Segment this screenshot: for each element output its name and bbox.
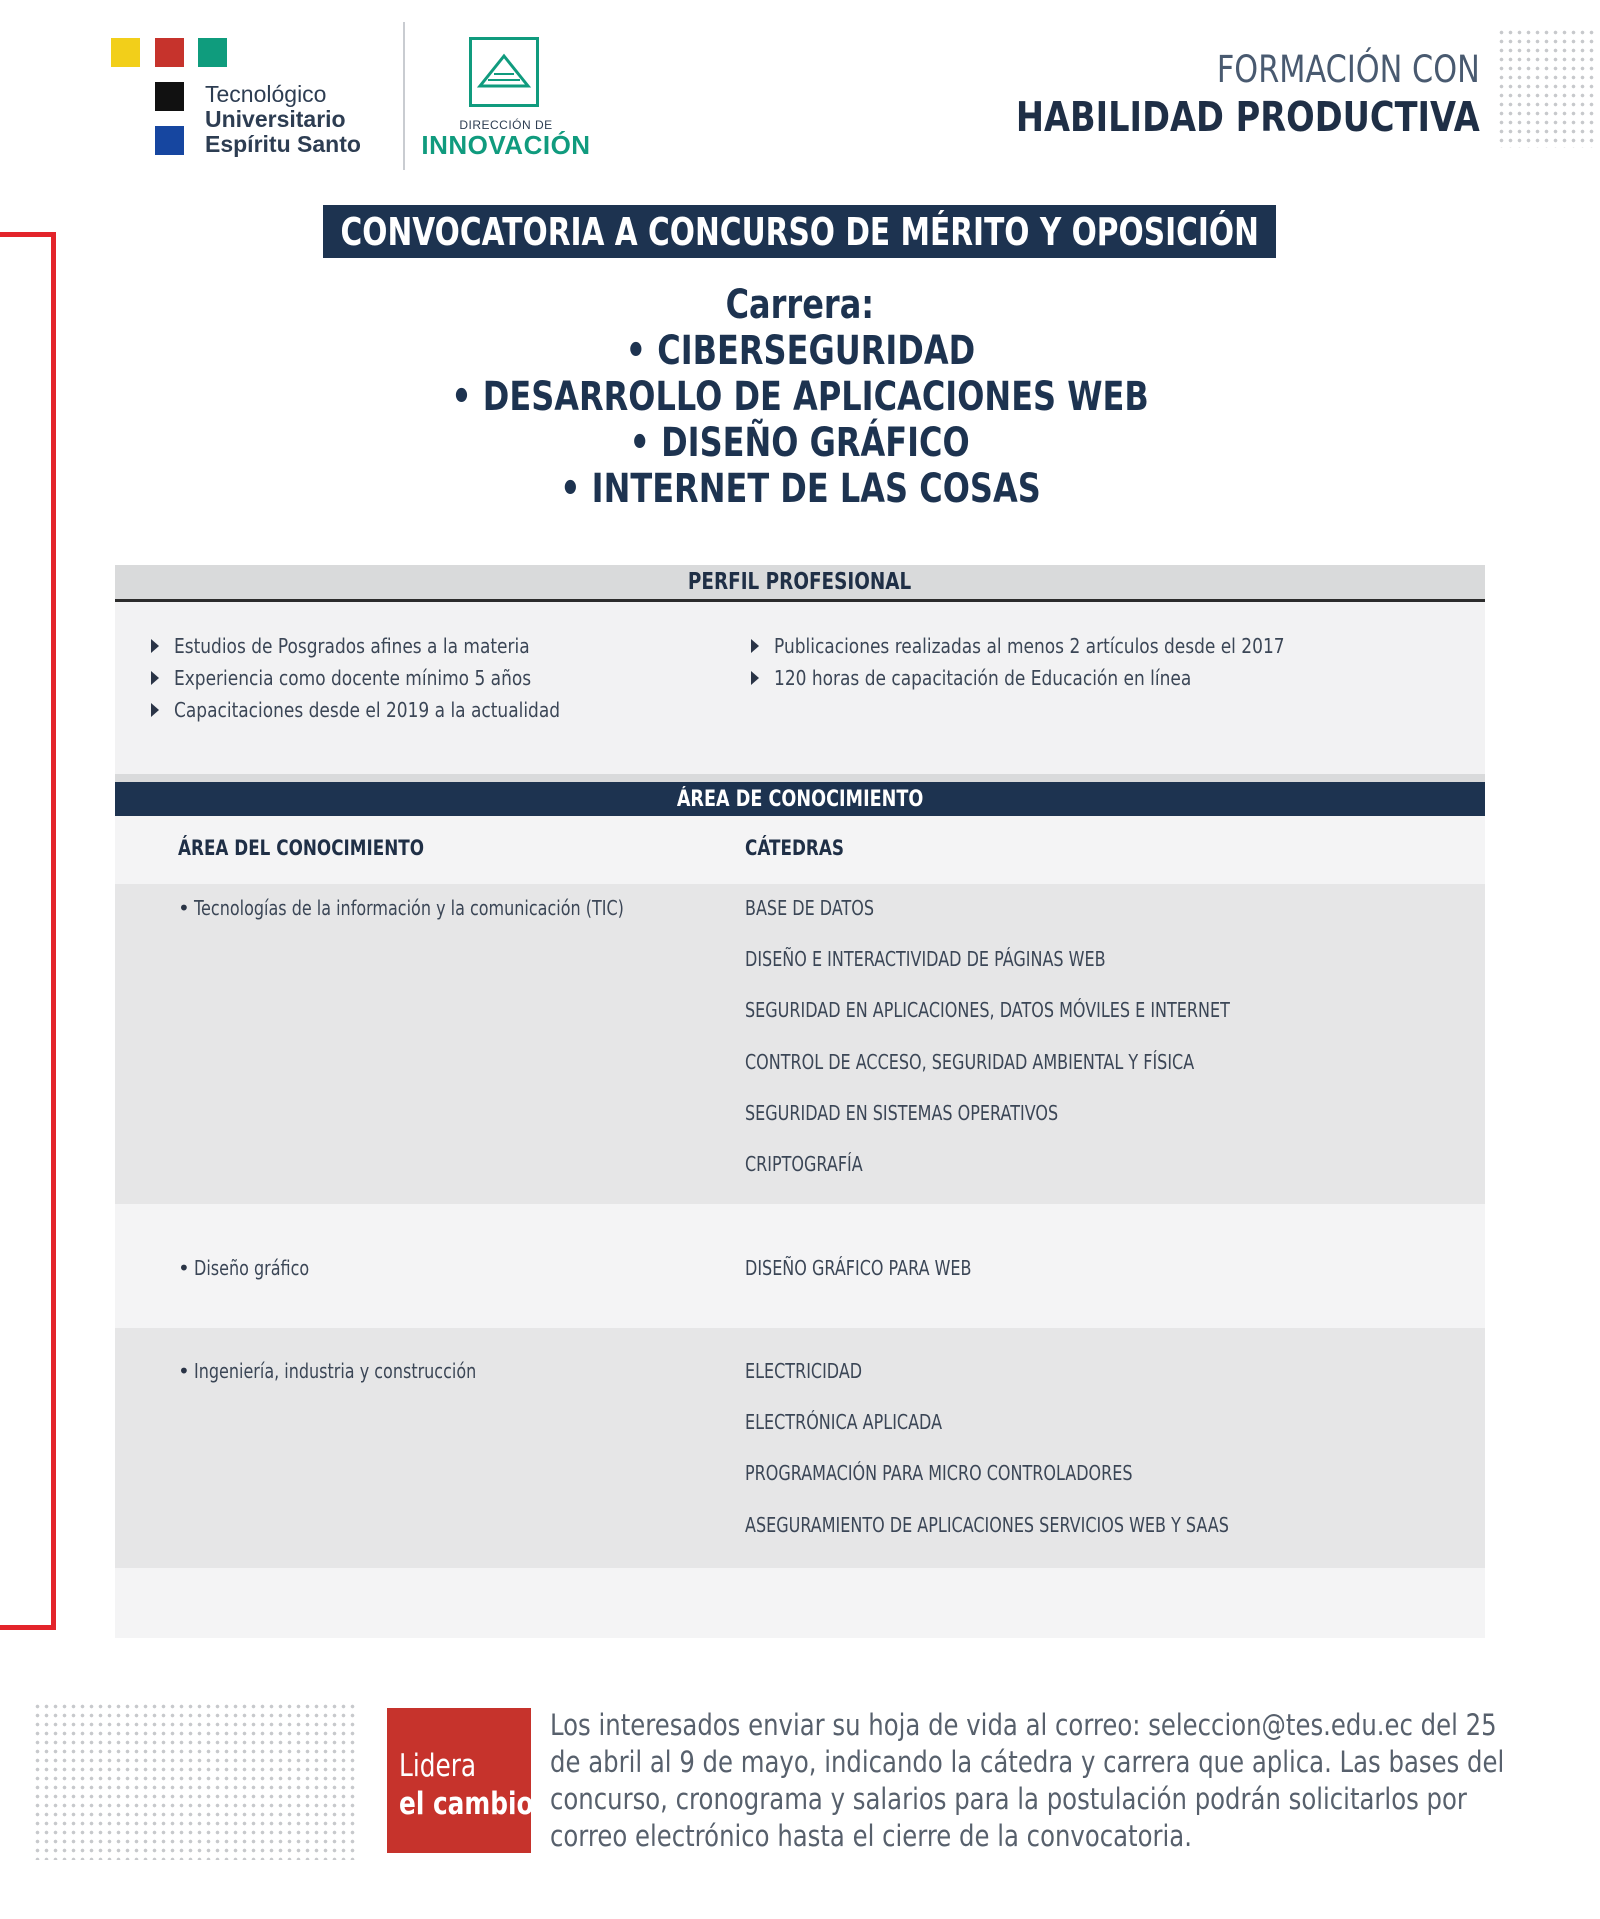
perfil-item: Publicaciones realizadas al menos 2 artículos desde el 2017 xyxy=(715,630,1375,662)
perfil-heading-text: PERFIL PROFESIONAL xyxy=(688,569,912,595)
tagline xyxy=(914,48,1480,141)
arrow-right-icon xyxy=(151,703,159,717)
carrera-item: • INTERNET DE LAS COSAS xyxy=(559,466,1041,512)
logo-square-black xyxy=(155,82,184,111)
catedra-item: DISEÑO GRÁFICO PARA WEB xyxy=(745,1256,972,1280)
catedra-item: CRIPTOGRAFÍA xyxy=(745,1152,863,1176)
carrera-item: • DESARROLLO DE APLICACIONES WEB xyxy=(451,374,1149,420)
column-header-catedras: CÁTEDRAS xyxy=(745,836,844,860)
arrow-right-icon xyxy=(751,639,759,653)
footer-line: correo electrónico hasta el cierre de la convocatoria. xyxy=(550,1819,1192,1853)
catedra-item: ELECTRÓNICA APLICADA xyxy=(745,1410,943,1434)
arrow-right-icon xyxy=(151,639,159,653)
dot-pattern-bottom xyxy=(33,1702,355,1860)
logo-square-blue xyxy=(155,126,184,155)
arrow-right-icon xyxy=(751,671,759,685)
institution-name xyxy=(205,82,361,157)
logo-square-red xyxy=(155,38,184,67)
innovation-small-label: DIRECCIÓN DE xyxy=(459,118,553,132)
perfil-item: 120 horas de capacitación de Educación en línea xyxy=(715,662,1375,694)
innovation-emblem-icon xyxy=(469,37,539,107)
badge-line-2: el cambio xyxy=(399,1786,534,1822)
logo-square-green xyxy=(198,38,227,67)
title-banner xyxy=(323,205,1276,258)
catedra-item: SEGURIDAD EN SISTEMAS OPERATIVOS xyxy=(745,1101,1059,1125)
catedra-item: SEGURIDAD EN APLICACIONES, DATOS MÓVILES E INTERNET xyxy=(745,998,1230,1022)
lidera-badge xyxy=(387,1708,534,1853)
carrera-item: • DISEÑO GRÁFICO xyxy=(629,420,971,466)
institution-line: Espíritu Santo xyxy=(205,131,361,157)
logo-divider xyxy=(403,22,405,170)
area-heading xyxy=(115,782,1485,816)
logo-square-yellow xyxy=(111,38,140,67)
carrera-label: Carrera: xyxy=(725,282,875,328)
footer-line: Los interesados enviar su hoja de vida al correo: seleccion@tes.edu.ec del 25 xyxy=(550,1708,1497,1742)
page-title: CONVOCATORIA A CONCURSO DE MÉRITO Y OPOSICIÓN xyxy=(340,209,1259,254)
catedra-item: BASE DE DATOS xyxy=(745,896,875,920)
carrera-block xyxy=(0,282,1600,512)
institution-line: Universitario xyxy=(205,106,346,132)
catedra-item: DISEÑO E INTERACTIVIDAD DE PÁGINAS WEB xyxy=(745,947,1106,971)
area-strip xyxy=(115,774,1485,782)
perfil-item: Capacitaciones desde el 2019 a la actualidad xyxy=(115,694,628,726)
area-item: • Ingeniería, industria y construcción xyxy=(194,1359,547,1383)
institution-line: Tecnológico xyxy=(205,81,327,107)
footer-line: de abril al 9 de mayo, indicando la cátedra y carrera que aplica. Las bases del xyxy=(550,1745,1505,1779)
area-heading-text: ÁREA DE CONOCIMIENTO xyxy=(676,786,924,812)
perfil-item: Estudios de Posgrados afines a la materia xyxy=(115,630,628,662)
catedra-item: ASEGURAMIENTO DE APLICACIONES SERVICIOS WEB Y SAAS xyxy=(745,1513,1229,1537)
catedra-item: ELECTRICIDAD xyxy=(745,1359,863,1383)
area-item: • Diseño gráfico xyxy=(194,1256,338,1280)
dot-pattern-top xyxy=(1497,28,1597,148)
arrow-right-icon xyxy=(151,671,159,685)
perfil-body xyxy=(115,602,1485,774)
footer-instructions xyxy=(550,1707,1505,1855)
badge-line-1: Lidera xyxy=(399,1748,477,1784)
carrera-item: • CIBERSEGURIDAD xyxy=(625,328,975,374)
catedra-item: PROGRAMACIÓN PARA MICRO CONTROLADORES xyxy=(745,1461,1133,1485)
table-row-empty xyxy=(115,1568,1485,1638)
innovation-label: INNOVACIÓN xyxy=(421,130,591,160)
perfil-list-right xyxy=(715,630,1375,694)
perfil-heading xyxy=(115,565,1485,602)
column-header-area: ÁREA DEL CONOCIMIENTO xyxy=(178,836,425,860)
catedra-item: CONTROL DE ACCESO, SEGURIDAD AMBIENTAL Y FÍSICA xyxy=(745,1050,1195,1074)
area-item: • Tecnologías de la información y la comunicación (TIC) xyxy=(194,896,731,920)
tagline-line-2: HABILIDAD PRODUCTIVA xyxy=(1016,93,1480,141)
footer-line: concurso, cronograma y salarios para la postulación podrán solicitarlos por xyxy=(550,1782,1467,1816)
perfil-item: Experiencia como docente mínimo 5 años xyxy=(115,662,628,694)
tagline-line-1: FORMACIÓN CON xyxy=(1217,48,1480,91)
perfil-list-left xyxy=(115,630,628,726)
